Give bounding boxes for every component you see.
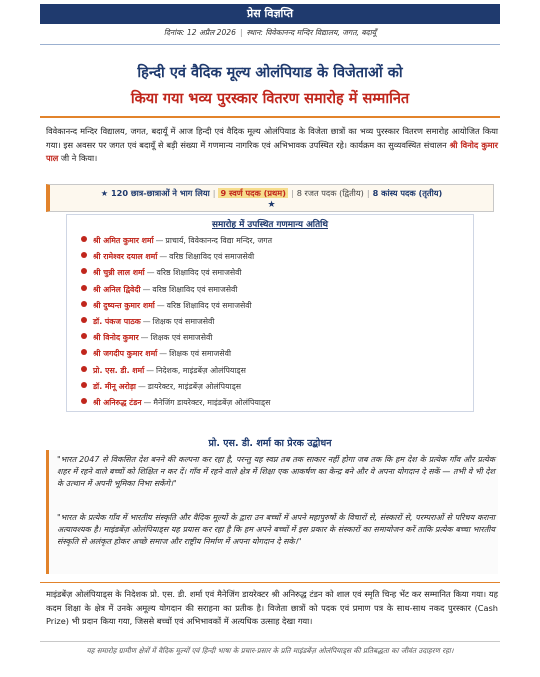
guest-name: श्री दुष्यन्त कुमार शर्मा bbox=[93, 300, 155, 310]
guest-name: श्री जगदीप कुमार शर्मा bbox=[93, 349, 158, 359]
closing-paragraph: माइंडबेंज़ ओलंपियाड्स के निदेशक प्रो. एस. डी. शर्मा एवं मैनेजिंग डायरेक्टर श्री अनिरुद्ध टंडन को शाल एवं स्मृति चिन्ह भेंट कर सम्मानित किया गया। यह कदम शिक्षा के क्षेत्र में उनके अमूल्य योगदान की सराहना का प्रतीक है। विजेता छात्रों को पदक एवं प्रमाण पत्र के साथ-साथ नकद पुरस्कार (Cash Prize) भी प्रदान किया गया, जिससे बच्चों एवं अभिभावकों में अत्यधिक उत्साह देखा गया। bbox=[46, 589, 498, 626]
guest-name: डॉ. मीनू अरोड़ा bbox=[93, 381, 136, 391]
headline-line-1: हिन्दी एवं वैदिक मूल्य ओलंपियाड के विजेताओं को bbox=[137, 65, 403, 81]
star-icon: ★ bbox=[267, 200, 276, 210]
guest-role: वरिष्ठ शिक्षाविद एवं समाजसेवी bbox=[152, 284, 238, 294]
guest-item bbox=[81, 298, 461, 314]
anchor-name: श्री विनोद कुमार पाल bbox=[46, 139, 498, 163]
guest-role: निदेशक, माइंडबेंज़ ओलंपियाड्स bbox=[156, 365, 246, 375]
bullet-icon bbox=[81, 268, 87, 274]
footer-note: यह समारोह ग्रामीण क्षेत्रों में वैदिक मूल्यों एवं हिन्दी भाषा के प्रचार-प्रसार के प्रति माइंडबेंज़ ओलंपियाड्स की प्रतिबद्धता का जीवंत उदाहरण रहा। bbox=[86, 646, 454, 655]
star-icon: ★ bbox=[100, 188, 109, 198]
separator: | bbox=[366, 188, 370, 198]
dash-separator: — bbox=[159, 349, 168, 359]
bullet-icon bbox=[81, 301, 87, 307]
guest-name: श्री रामेश्वर दयाल शर्मा bbox=[93, 252, 158, 262]
headline-divider bbox=[40, 116, 500, 118]
dash-separator: — bbox=[156, 300, 165, 310]
guest-role: वरिष्ठ शिक्षाविद एवं समाजसेवी bbox=[156, 268, 242, 278]
guest-item bbox=[81, 346, 461, 362]
header-divider bbox=[40, 44, 500, 45]
dash-separator: — bbox=[142, 316, 151, 326]
dateline bbox=[0, 28, 540, 38]
quote-box bbox=[46, 450, 498, 574]
intro-paragraph bbox=[46, 125, 498, 166]
guest-item bbox=[81, 363, 461, 379]
guest-role: डायरेक्टर, माइंडबेंज़ ओलंपियाड्स bbox=[147, 381, 242, 391]
dash-separator: — bbox=[137, 381, 146, 391]
dash-separator: — bbox=[146, 268, 155, 278]
bullet-icon bbox=[81, 349, 87, 355]
participants-count: 120 छात्र-छात्राओं ने भाग लिया bbox=[110, 188, 210, 198]
footer-divider bbox=[40, 641, 500, 642]
release-date: दिनांक: 12 अप्रैल 2026 bbox=[163, 28, 236, 37]
separator: | bbox=[290, 188, 294, 198]
intro-tail: जी ने किया। bbox=[58, 153, 98, 163]
guest-role: वरिष्ठ शिक्षाविद एवं समाजसेवी bbox=[166, 300, 252, 310]
guest-item bbox=[81, 395, 461, 411]
quote-paragraph-1: "भारत 2047 से विकसित देश बनने की कल्पना कर रहा है, परन्तु यह स्वप्न तब तक साकार नहीं होगा जब तक कि हम देश के प्रत्येक गाँव और प्रत्येक शहर में रहने वाले बच्चों को शिक्षित न कर दें। गाँव में रहने वाले क्षेत्र में शिक्षा एक आकर्षण का केन्द्र बने और वे अपना योगदान दे सकें — तभी वे भी देश के उत्थान में अपनी भूमिका निभा सकेंगे।" bbox=[57, 455, 495, 489]
guest-item bbox=[81, 379, 461, 395]
guest-name: श्री अनिरुद्ध टंडन bbox=[93, 397, 142, 407]
guest-item bbox=[81, 265, 461, 281]
guest-name: प्रो. एस. डी. शर्मा bbox=[93, 365, 145, 375]
participation-stats-box bbox=[46, 184, 494, 212]
bullet-icon bbox=[81, 333, 87, 339]
guest-item bbox=[81, 330, 461, 346]
guest-name: श्री अमित कुमार शर्मा bbox=[93, 236, 154, 245]
bullet-icon bbox=[81, 366, 87, 372]
dash-separator: — bbox=[159, 252, 168, 262]
guest-name: श्री अनिल द्विवेदी bbox=[93, 284, 141, 294]
headline-line-2: किया गया भव्य पुरस्कार वितरण समारोह में सम्मानित bbox=[130, 91, 410, 107]
guest-role: मैनेजिंग डायरेक्टर, माइंडबेंज़ ओलंपियाड्स bbox=[153, 397, 271, 407]
guest-role: शिक्षक एवं समाजसेवी bbox=[150, 333, 213, 343]
bronze-medals: 8 कांस्य पदक (तृतीय) bbox=[372, 188, 443, 198]
bullet-icon bbox=[81, 236, 87, 242]
dash-separator: — bbox=[143, 397, 152, 407]
separator: | bbox=[239, 28, 243, 37]
guest-list bbox=[81, 233, 461, 411]
closing-divider bbox=[40, 582, 500, 583]
guest-name: श्री चुन्नी लाल शर्मा bbox=[93, 268, 145, 278]
dash-separator: — bbox=[155, 236, 164, 245]
guest-item bbox=[81, 314, 461, 330]
guest-role: प्राचार्य, विवेकानन्द विद्या मन्दिर, जगत bbox=[165, 236, 273, 245]
guest-name: श्री विनोद कुमार bbox=[93, 333, 139, 343]
quote-paragraph-2: "भारत के प्रत्येक गाँव में भारतीय संस्कृति और वैदिक मूल्यों के द्वारा उन बच्चों में अपने महापुरुषों के विचारों से, संस्कारों से, परम्पराओं से परिचय कराना अत्यावश्यक है। माइंडबेंज़ ओलंपियाड्स यह प्रयास कर रहा है कि हम अपने बच्चों में इस प्रकार के संस्कारों का समायोजन करें ताकि प्रत्येक बच्चा भारतीय संस्कृति से अलंकृत होकर अच्छे समाज और राष्ट्रीय निर्माण में अपना योगदान दे सके।" bbox=[57, 513, 495, 547]
guests-box bbox=[66, 214, 474, 412]
guest-item bbox=[81, 233, 461, 249]
press-release-badge: प्रेस विज्ञप्ति bbox=[40, 4, 500, 24]
intro-text: विवेकानन्द मन्दिर विद्यालय, जगत, बदायूँ में आज हिन्दी एवं वैदिक मूल्य ओलंपियाड के विजेता छात्रों का भव्य पुरस्कार वितरण समारोह आयोजित किया गया। इस अवसर पर जगत एवं बदायूँ से बड़ी संख्या में गणमान्य नागरिक एवं अभिभावक उपस्थित रहे। कार्यक्रम का सुव्यवस्थित संचालन bbox=[46, 126, 498, 150]
gold-medals: 9 स्वर्ण पदक (प्रथम) bbox=[220, 188, 286, 198]
dash-separator: — bbox=[142, 284, 151, 294]
guest-role: शिक्षक एवं समाजसेवी bbox=[169, 349, 231, 359]
release-place: स्थान: विवेकानन्द मन्दिर विद्यालय, जगत, बदायूँ bbox=[246, 28, 377, 37]
bullet-icon bbox=[81, 252, 87, 258]
separator: | bbox=[212, 188, 216, 198]
dash-separator: — bbox=[140, 333, 149, 343]
bullet-icon bbox=[81, 382, 87, 388]
guest-role: शिक्षक एवं समाजसेवी bbox=[152, 316, 215, 326]
quote-title: प्रो. एस. डी. शर्मा का प्रेरक उद्बोधन bbox=[208, 438, 332, 449]
bullet-icon bbox=[81, 398, 87, 404]
guest-item bbox=[81, 249, 461, 265]
dash-separator: — bbox=[146, 365, 155, 375]
guest-name: डॉ. पंकज पाठक bbox=[93, 316, 141, 326]
guests-title: समारोह में उपस्थित गणमान्य अतिथि bbox=[212, 220, 328, 230]
guest-role: वरिष्ठ शिक्षाविद एवं समाजसेवी bbox=[169, 252, 255, 262]
guest-item bbox=[81, 282, 461, 298]
bullet-icon bbox=[81, 317, 87, 323]
bullet-icon bbox=[81, 285, 87, 291]
silver-medals: 8 रजत पदक (द्वितीय) bbox=[296, 188, 364, 198]
